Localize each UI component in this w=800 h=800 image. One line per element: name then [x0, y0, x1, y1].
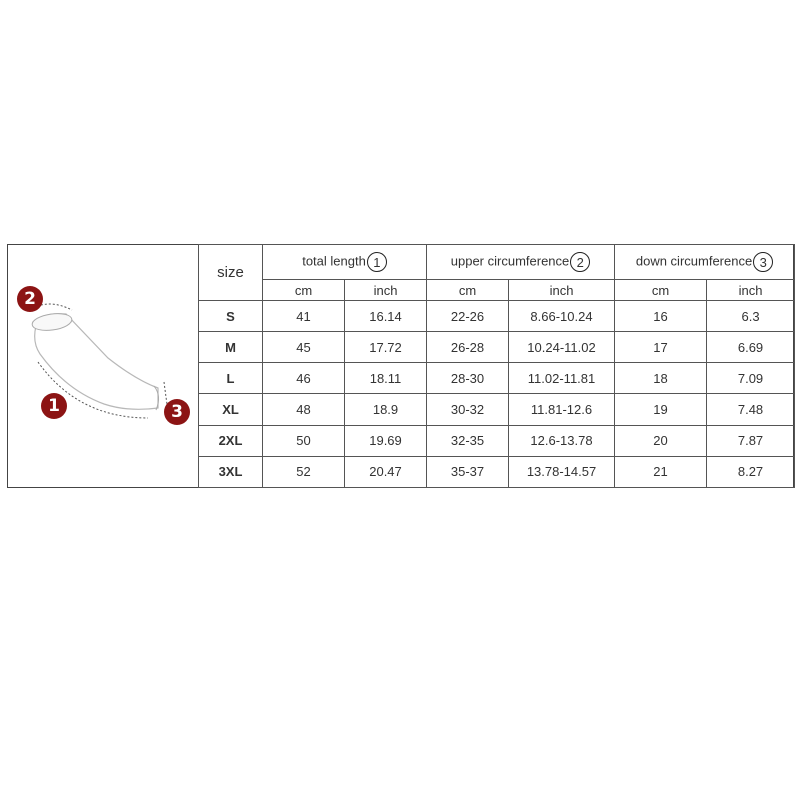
- unit-header: cm: [263, 280, 345, 301]
- total-length-header: [263, 245, 427, 280]
- table-cell: 20: [615, 425, 707, 456]
- table-cell: 32-35: [427, 425, 509, 456]
- size-cell: L: [199, 363, 263, 394]
- table-cell: 18.11: [345, 363, 427, 394]
- table-cell: 16: [615, 301, 707, 332]
- table-cell: 17.72: [345, 332, 427, 363]
- table-cell: 8.27: [707, 456, 795, 487]
- unit-header: cm: [427, 280, 509, 301]
- table-cell: 7.09: [707, 363, 795, 394]
- table-cell: 19.69: [345, 425, 427, 456]
- total-length-badge: 1: [41, 393, 67, 419]
- table-cell: 11.81-12.6: [509, 394, 615, 425]
- size-cell: M: [199, 332, 263, 363]
- table-cell: 11.02-11.81: [509, 363, 615, 394]
- table-row: [199, 301, 795, 332]
- table-cell: 30-32: [427, 394, 509, 425]
- table-cell: 50: [263, 425, 345, 456]
- table-row: [199, 425, 795, 456]
- table-cell: 35-37: [427, 456, 509, 487]
- upper-circumference-badge: 2: [17, 286, 43, 312]
- unit-header: inch: [345, 280, 427, 301]
- down-circumference-badge: 3: [164, 399, 190, 425]
- down-circumference-header: [615, 245, 795, 280]
- table-row: [199, 332, 795, 363]
- table-cell: 21: [615, 456, 707, 487]
- table-row: [199, 363, 795, 394]
- total-length-label: total length: [302, 253, 366, 269]
- upper-circumference-label: upper circumference: [450, 253, 570, 269]
- marker-1-icon: 1: [367, 252, 387, 272]
- upper-circumference-header: [427, 245, 615, 280]
- marker-3-icon: 3: [753, 252, 773, 272]
- arm-sleeve-illustration: [8, 250, 198, 480]
- table-cell: 17: [615, 332, 707, 363]
- unit-header: cm: [615, 280, 707, 301]
- size-cell: 3XL: [199, 456, 263, 487]
- table-cell: 48: [263, 394, 345, 425]
- table-cell: 45: [263, 332, 345, 363]
- table-cell: 52: [263, 456, 345, 487]
- table-cell: 7.48: [707, 394, 795, 425]
- table-cell: 18.9: [345, 394, 427, 425]
- unit-header: inch: [707, 280, 795, 301]
- table-cell: 26-28: [427, 332, 509, 363]
- table-cell: 10.24-11.02: [509, 332, 615, 363]
- table-cell: 41: [263, 301, 345, 332]
- arm-sleeve-icon: [8, 250, 198, 480]
- table-row: [199, 456, 795, 487]
- table-cell: 13.78-14.57: [509, 456, 615, 487]
- table-cell: 6.69: [707, 332, 795, 363]
- table-cell: 46: [263, 363, 345, 394]
- table-cell: 6.3: [707, 301, 795, 332]
- table-cell: 19: [615, 394, 707, 425]
- size-cell: S: [199, 301, 263, 332]
- size-cell: 2XL: [199, 425, 263, 456]
- size-table: [198, 244, 795, 488]
- table-cell: 28-30: [427, 363, 509, 394]
- table-row: [199, 394, 795, 425]
- table-cell: 22-26: [427, 301, 509, 332]
- table-cell: 12.6-13.78: [509, 425, 615, 456]
- marker-2-icon: 2: [570, 252, 590, 272]
- size-column-header: size: [199, 245, 263, 301]
- down-circumference-label: down circumference: [635, 253, 753, 269]
- table-cell: 20.47: [345, 456, 427, 487]
- table-cell: 8.66-10.24: [509, 301, 615, 332]
- unit-header: inch: [509, 280, 615, 301]
- table-cell: 18: [615, 363, 707, 394]
- size-cell: XL: [199, 394, 263, 425]
- table-cell: 16.14: [345, 301, 427, 332]
- table-cell: 7.87: [707, 425, 795, 456]
